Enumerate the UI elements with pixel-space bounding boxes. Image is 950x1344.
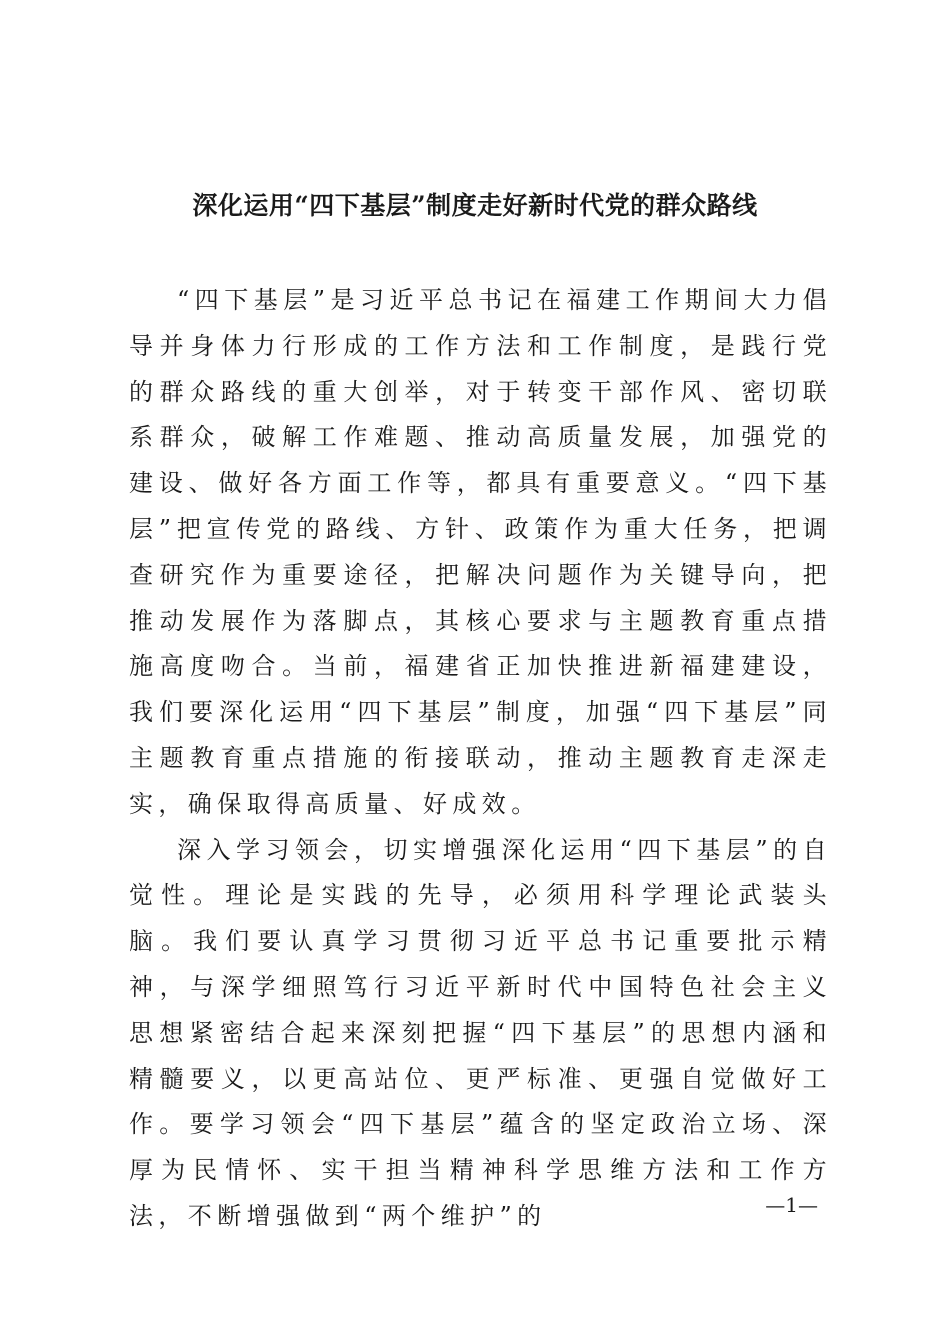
page-number: —1— <box>765 1193 818 1217</box>
paragraph: 深入学习领会，切实增强深化运用“四下基层”的自觉性。理论是实践的先导，必须用科学理论武装头脑。我们要认真学习贯彻习近平总书记重要批示精神，与深学细照笃行习近平新时代中国特色社会主义思想紧密结合起来深刻把握“四下基层”的思想内涵和精髓要义，以更高站位、更严标准、更强自觉做好工作。要学习领会“四下基层”蕴含的坚定政治立场、深厚为民情怀、实干担当精神科学思维方法和工作方法，不断增强做到“两个维护”的 <box>129 835 832 1230</box>
document-title: 深化运用“四下基层”制度走好新时代党的群众路线 <box>192 191 758 220</box>
document-body <box>129 278 832 1240</box>
paragraph: “四下基层”是习近平总书记在福建工作期间大力倡导并身体力行形成的工作方法和工作制度，是践行党的群众路线的重大创举，对于转变干部作风、密切联系群众，破解工作难题、推动高质量发展，加强党的建设、做好各方面工作等，都具有重要意义。“四下基层”把宣传党的路线、方针、政策作为重大任务，把调查研究作为重要途径，把解决问题作为关键导向，把推动发展作为落脚点，其核心要求与主题教育重点措施高度吻合。当前，福建省正加快推进新福建建设，我们要深化运用“四下基层”制度，加强“四下基层”同主题教育重点措施的衔接联动，推动主题教育走深走实，确保取得高质量、好成效。 <box>129 286 832 818</box>
